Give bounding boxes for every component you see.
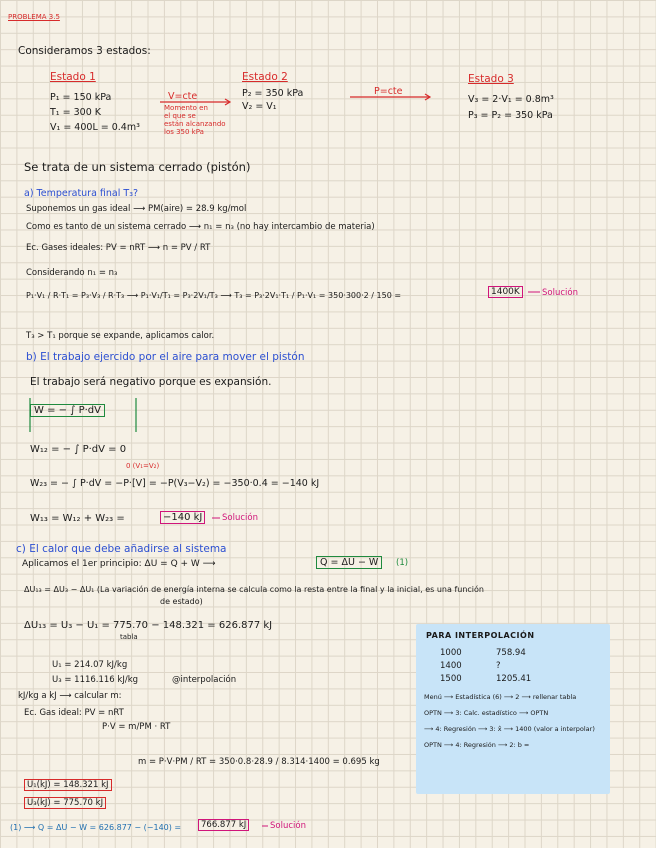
state-3-line: V₃ = 2·V₁ = 0.8m³ <box>468 94 554 105</box>
part-a-line: Considerando n₁ = n₃ <box>26 268 118 278</box>
transition-12-note: el que se <box>164 112 196 120</box>
interp-row-y: ? <box>496 661 501 671</box>
work-12: W₁₂ = − ∫ P·dV = 0 <box>30 444 127 455</box>
interpolation-note-title: PARA INTERPOLACIÓN <box>426 631 535 640</box>
interp-step: OPTN ⟶ 3: Calc. estadístico ⟶ OPTN <box>424 709 549 717</box>
state-2-line: P₂ = 350 kPa <box>242 88 304 99</box>
part-a-line: Ec. Gases ideales: PV = nRT ⟶ n = PV / RT <box>26 243 211 253</box>
interp-row-x: 1500 <box>440 674 462 684</box>
transition-12-note: los 350 kPa <box>164 128 204 136</box>
interp-row-y: 758.94 <box>496 648 526 658</box>
part-a-line: Suponemos un gas ideal ⟶ PM(aire) = 28.9 kg/mol <box>26 204 247 214</box>
part-b-title: b) El trabajo ejercido por el aire para mover el pistón <box>26 351 305 363</box>
u1-value: U₁ = 214.07 kJ/kg <box>52 660 128 670</box>
internal-energy-equation: ΔU₁₃ = U₃ − U₁ = 775.70 − 148.321 = 626.877 kJ <box>24 620 273 631</box>
work-13: W₁₃ = W₁₂ + W₂₃ = <box>30 513 125 524</box>
internal-energy-line: de estado) <box>160 597 203 606</box>
part-c-result: 766.877 kJ <box>198 820 249 831</box>
gas-law: Ec. Gas ideal: PV = nRT <box>24 708 124 718</box>
state-1-title: Estado 1 <box>50 71 96 83</box>
part-c-title: c) El calor que debe añadirse al sistema <box>16 543 227 555</box>
heat-equation-ref: (1) <box>396 558 409 568</box>
part-a-solution-label: Solución <box>542 288 578 298</box>
interp-row-x: 1000 <box>440 648 462 658</box>
heat-equation: Q = ΔU − W <box>316 557 382 568</box>
state-1-line: V₁ = 400L = 0.4m³ <box>50 122 140 133</box>
final-equation: (1) ⟶ Q = ΔU − W = 626.877 − (−140) = <box>10 823 182 832</box>
work-12-note: 0 (V₁=V₂) <box>126 462 160 470</box>
interp-step: ⟶ 4: Regresión ⟶ 3: x̂ ⟶ 1400 (valor a interpolar) <box>424 725 595 733</box>
part-b-line: El trabajo será negativo porque es expansión. <box>30 376 272 388</box>
mass-equation: m = P·V·PM / RT = 350·0.8·28.9 / 8.314·1400 = 0.695 kg <box>138 757 380 767</box>
part-b-result: −140 kJ <box>160 512 205 523</box>
transition-12-note: Momento en <box>164 104 208 112</box>
interp-step: OPTN ⟶ 4: Regresión ⟶ 2: b = <box>424 741 530 749</box>
part-a-equation: P₁·V₁ / R·T₁ = P₃·V₃ / R·T₃ ⟶ P₁·V₁/T₁ = P₃·2V₁/T₃ ⟶ T₃ = P₃·2V₁·T₁ / P₁·V₁ = 350·300·2 / 150 = <box>26 291 402 300</box>
transition-23-label: P=cte <box>374 86 403 97</box>
u3-kj: U₃(kJ) = 775.70 kJ <box>24 798 106 809</box>
internal-energy-note: tabla <box>120 633 138 641</box>
interp-row-x: 1400 <box>440 661 462 671</box>
system-text: Se trata de un sistema cerrado (pistón) <box>24 160 251 174</box>
interp-step: Menú ⟶ Estadística (6) ⟶ 2 ⟶ rellenar tabla <box>424 693 577 701</box>
state-1-line: P₁ = 150 kPa <box>50 92 112 103</box>
u3-value: U₃ = 1116.116 kJ/kg <box>52 675 139 685</box>
conversion-line: kJ/kg a kJ ⟶ calcular m: <box>18 691 122 701</box>
gas-law-2: P·V = m/PM · RT <box>102 722 171 732</box>
work-23: W₂₃ = − ∫ P·dV = −P·[V] = −P(V₃−V₂) = −350·0.4 = −140 kJ <box>30 478 320 489</box>
state-2-title: Estado 2 <box>242 71 288 83</box>
interpolation-tag: @interpolación <box>172 675 237 685</box>
transition-12-note: están alcanzando <box>164 120 226 128</box>
page-title: PROBLEMA 3.5 <box>8 13 60 21</box>
part-b-solution-label: Solución <box>222 513 258 523</box>
part-a-line: Como es tanto de un sistema cerrado ⟶ n₁ = n₃ (no hay intercambio de materia) <box>26 222 375 232</box>
state-3-line: P₃ = P₂ = 350 kPa <box>468 110 553 121</box>
first-principle: Aplicamos el 1er principio: ΔU = Q + W ⟶ <box>22 559 216 569</box>
work-definition: W = − ∫ P·dV <box>30 405 105 416</box>
state-2-line: V₂ = V₁ <box>242 101 277 112</box>
state-3-title: Estado 3 <box>468 73 514 85</box>
state-1-line: T₁ = 300 K <box>50 107 101 118</box>
transition-12-label: V=cte <box>168 91 198 102</box>
u1-kj: U₁(kJ) = 148.321 kJ <box>24 780 112 791</box>
part-a-title: a) Temperatura final T₃? <box>24 188 139 199</box>
intro-text: Consideramos 3 estados: <box>18 45 151 57</box>
part-a-note: T₃ > T₁ porque se expande, aplicamos calor. <box>26 331 215 341</box>
interp-row-y: 1205.41 <box>496 674 532 684</box>
part-a-result: 1400K <box>488 287 523 298</box>
internal-energy-line: ΔU₁₃ = ΔU₃ − ΔU₁ (La variación de energía interna se calcula como la resta entre la final y la inicial, es una función <box>24 585 484 594</box>
part-c-solution-label: Solución <box>270 821 306 831</box>
